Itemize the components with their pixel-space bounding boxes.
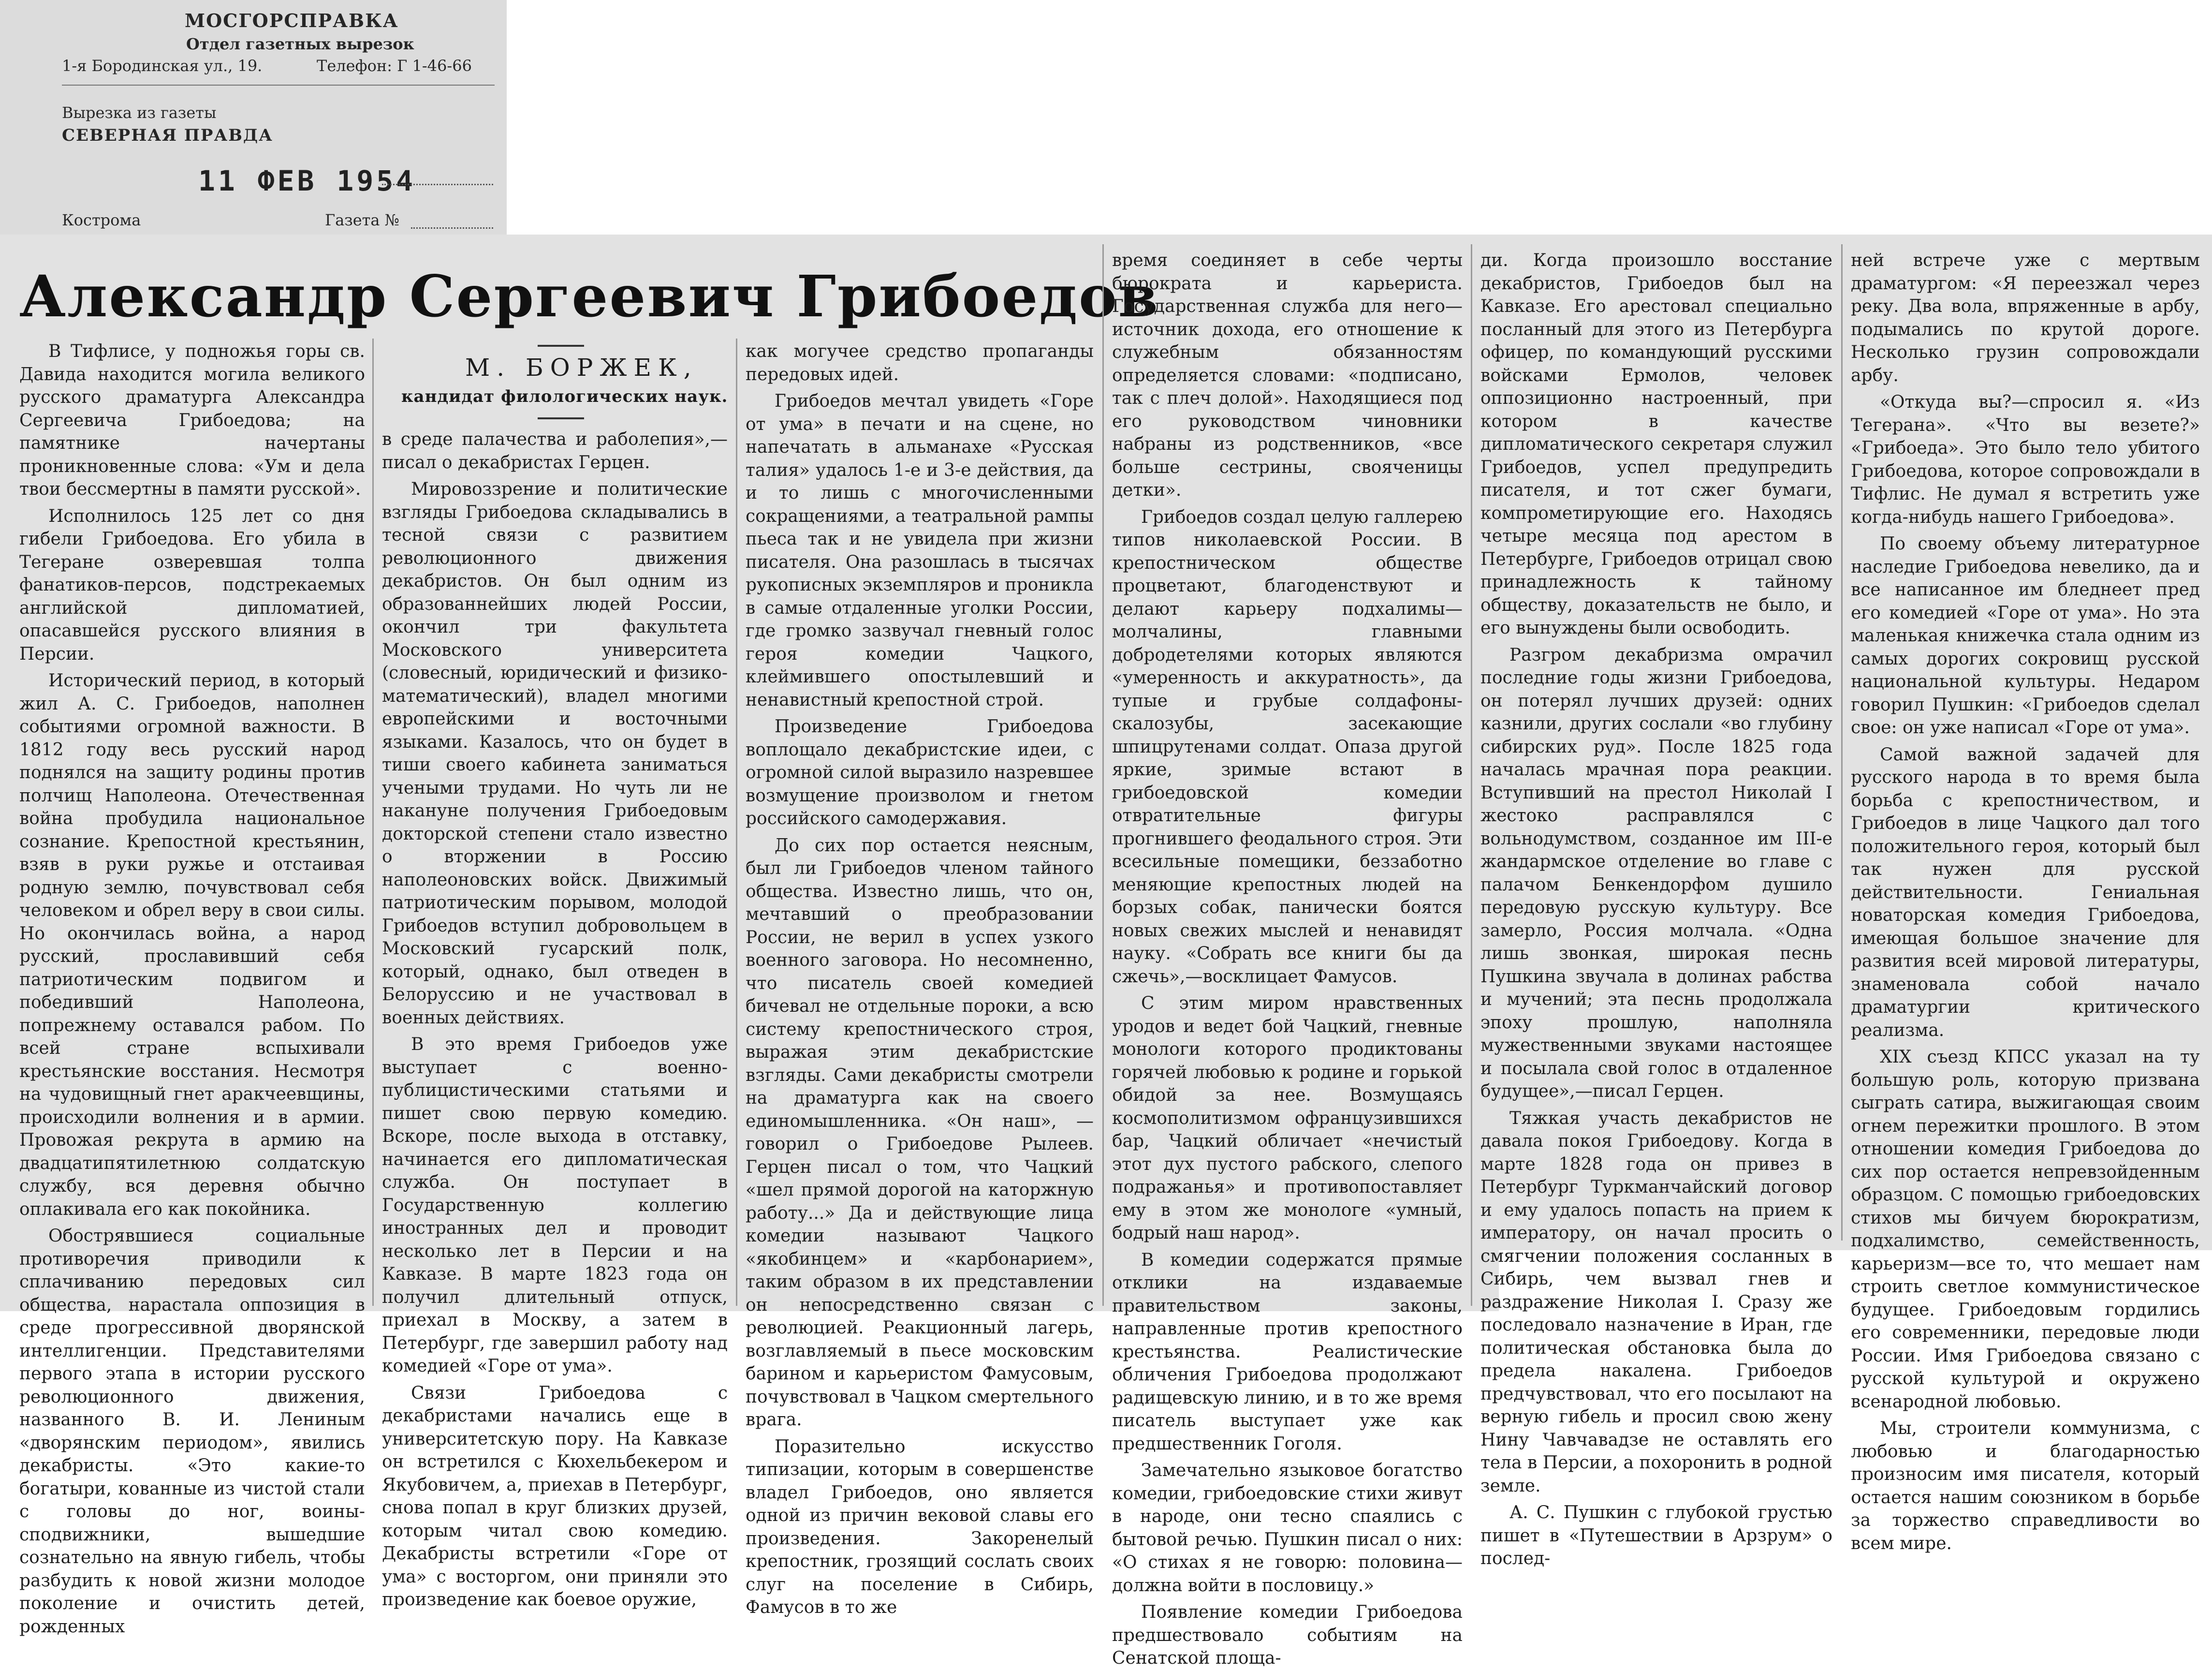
paragraph: В Тифлисе, у подножья горы св. Давида находится могила великого русского драматурга Александра Сергеевича Грибоедова; на памятнике начертаны проникновенные слова: «Ум и дела твои бессмертны в памяти русской». [19,341,365,499]
article-column-6 [1851,249,2200,1555]
agency-name: МОСГОРСПРАВКА [185,10,399,31]
clipping-bureau-slip [0,0,507,235]
author-degree: кандидат филологических наук. [401,387,728,406]
paragraph: Появление комедии Грибоедова предшествовало событиям на Сенатской площа- [1112,1602,1463,1668]
byline-rule-bottom [538,417,584,419]
column-divider [1102,244,1104,1306]
bureau-address: 1-я Бородинская ул., 19. [62,57,263,75]
article-headline: Александр Сергеевич Грибоедов [19,263,1159,330]
paragraph: ди. Когда произошло восстание декабристов, Грибоедов был на Кавказе. Его арестовал специально посланный для этого из Петербурга офицер, по командующий русскими войсками Ермолов, человек оппозиционно настроенный, при котором в качестве дипломатического секретаря служил Грибоедов, успел предупредить писателя, и тот сжег бумаги, компрометирующие его. Находясь четыре месяца под арестом в Петербурге, Грибоедов отрицал свою принадлежность к тайному обществу, доказательств не было, и его вынуждены были освободить. [1480,251,1832,638]
gazette-number-label: Газета № [325,211,399,229]
bureau-phone: Телефон: Г 1-46-66 [317,57,472,75]
paragraph: время соединяет в себе черты бюрократа и карьериста. Государственная служба для него—источник дохода, его отношение к служебным обязанностям определяется словами: «подписано, так с плеч долой». Находящиеся под его руководством чиновники набраны из родственников, «все больше сестрины, свояченицы детки». [1112,251,1463,500]
paragraph: До сих пор остается неясным, был ли Грибоедов членом тайного общества. Известно лишь, что он, мечтавший о преобразовании России, не верил в успех узкого военного заговора. Но несомненно, что писатель своей комедией бичевал не отдельные пороки, а всю систему крепостнического строя, выражая этим декабристские взгляды. Сами декабристы смотрели на драматурга как на своего единомышленника. «Он наш», — говорил о Грибоедове Рылеев. Герцен писал о том, что Чацкий «шел прямой дорогой на каторжную работу...» Да и действующие лица комедии называют Чацкого «якобинцем» и «карбонарием», таким образом в их представлении он непосредственно связан с революцией. Реакционный лагерь, возглавляемый в пьесе московским барином и карьеристом Фамусовым, почувствовал в Чацком смертельного врага. [746,835,1094,1430]
paragraph: С этим миром нравственных уродов и ведет бой Чацкий, гневные монологи которого продиктованы горячей любовью к родине и горькой обидой за нее. Возмущаясь космополитизмом офранцузившихся бар, Чацкий обличает «нечистый этот дух пустого рабского, слепого подражанья» и противопоставляет ему в этом же монологе «умный, бодрый наш народ». [1112,993,1463,1243]
city-label: Кострома [62,211,141,229]
paragraph: XIX съезд КПСС указал на ту большую роль, которую призвана сыграть сатира, выжигающая своим огнем пережитки прошлого. В этом отношении комедия Грибоедова до сих пор остается непревзойденным образцом. С помощью грибоедовских стихов мы бичуем бюрократизм, подхалимство, семейственность, карьеризм—все то, что мешает нам строить светлое коммунистическое будущее. Грибоедовым гордились его современники, передовые люди России. Имя Грибоедова связано с русской культурой и окружено всенародной любовью. [1851,1047,2200,1412]
column-divider [1471,244,1472,1306]
paragraph: Самой важной задачей для русского народа в то время была борьба с крепостничеством, и Грибоедов в лице Чацкого дал того положительного героя, который был так нужен для русской действительности. Гениальная новаторская комедия Грибоедова, имеющая большое значение для развития всей мировой литературы, знаменовала собой начало драматургии критического реализма. [1851,744,2200,1040]
paragraph: Поразительно искусство типизации, которым в совершенстве владел Грибоедов, оно является одной из причин вековой славы его произведения. Закоренелый крепостник, грозящий сослать своих слуг на поселение в Сибирь, Фамусов в то же [746,1436,1094,1617]
paragraph: Мировоззрение и политические взгляды Грибоедова складывались в тесной связи с развитием революционного движения декабристов. Он был одним из образованнейших людей России, окончил три факультета Московского университета (словесный, юридический и физико-математический), владел многими европейскими и восточными языками. Казалось, что он будет в тиши своего кабинета заниматься учеными трудами. Но чуть ли не накануне получения Грибоедовым докторской степени стало известно о вторжении в Россию наполеоновских войск. Движимый патриотическим порывом, молодой Грибоедов вступил добровольцем в Московский гусарский полк, который, однако, был отведен в Белоруссию и не участвовал в военных действиях. [382,479,728,1028]
paragraph: В это время Грибоедов уже выступает с военно-публицистическими статьями и пишет свою первую комедию. Вскоре, после выхода в отставку, начинается его дипломатическая служба. Он поступает в Государственную коллегию иностранных дел и проводит несколько лет в Персии и на Кавказе. В марте 1823 года он получил длительный отпуск, приехал в Москву, а затем в Петербург, где завершил работу над комедией «Горе от ума». [382,1035,728,1376]
department-name: Отдел газетных вырезок [186,35,414,53]
gazette-dotted-line [411,227,493,229]
byline-rule-top [538,345,584,347]
paragraph: Замечательно языковое богатство комедии, грибоедовские стихи живут в народе, они тесно спаялись с бытовой речью. Пушкин писал о них: «О стихах я не говорю: половина—должна войти в пословицу.» [1112,1461,1463,1596]
paragraph: Тяжкая участь декабристов не давала покоя Грибоедову. Когда в марте 1828 года он привез в Петербург Туркманчайский договор и ему удалось попасть на прием к императору, он начал просить о смягчении положения сосланных в Сибирь, чем вызвал гнев и раздражение Николая I. Сразу же последовало назначение в Иран, где политическая обстановка была до предела накалена. Грибоедов предчувствовал, что его посылают на верную гибель и просил свою жену Нину Чавчавадзе не оставлять его тела в Персии, а похоронить в родной земле. [1480,1108,1832,1496]
date-dotted-line [382,184,493,185]
article-author: М. БОРЖЕК, [465,354,698,382]
paragraph: Произведение Грибоедова воплощало декабристские идеи, с огромной силой выразило назревшее возмущение произволом и гнетом российского самодержавия. [746,717,1094,828]
paragraph: По своему объему литературное наследие Грибоедова невелико, да и все написанное им бледнеет пред его комедией «Горе от ума». Но эта маленькая книжечка стала одним из самых дорогих сокровищ русской национальной культуры. Недаром говорил Пушкин: «Грибоедов сделал свое: он уже написал «Горе от ума». [1851,534,2200,738]
paragraph: А. С. Пушкин с глубокой грустью пишет в «Путешествии в Арзрум» о послед- [1480,1503,1832,1568]
newspaper-clipping [0,235,2212,1668]
paragraph: Разгром декабризма омрачил последние годы жизни Грибоедова, он потерял лучших друзей: одних казнили, других сослали «во глубину сибирских руд». После 1825 года началась мрачная пора реакции. Вступивший на престол Николай I жестоко расправлялся с вольнодумством, созданное им III-е жандармское отделение во главе с палачом Бенкендорфом душило передовую русскую культуру. Все замерло, Россия молчала. «Одна лишь звонкая, широкая песнь Пушкина звучала в долинах рабства и мучений; эта песнь продолжала эпоху прошлую, наполняла мужественными звуками настоящее и посылала свой голос в отдаленное будущее»,—писал Герцен. [1480,645,1832,1101]
column-divider [736,339,737,1306]
clipping-from-label: Вырезка из газеты [62,103,217,122]
paragraph: Исторический период, в который жил А. С. Грибоедов, наполнен событиями огромной важности. В 1812 году весь русский народ поднялся на защиту родины против полчищ Наполеона. Отечественная война пробудила национальное сознание. Крепостной крестьянин, взяв в руки ружье и отстаивая родную землю, почувствовал себя человеком и обрел веру в свои силы. Но окончилась война, а народ русский, прославивший себя патриотическим подвигом и победивший Наполеона, попрежнему оставался рабом. По всей стране вспыхивали крестьянские восстания. Несмотря на чудовищный гнет аракчеевщины, происходили волнения и в армии. Провожая рекрута в армию на двадцатипятилетнюю солдатскую службу, вся деревня обычно оплакивала его как покойника. [19,671,365,1219]
article-column-3 [746,340,1094,1619]
article-column-1 [19,340,365,1638]
slip-divider [62,85,495,86]
paragraph: В комедии содержатся прямые отклики на издаваемые правительством законы, направленные против крепостного крестьянства. Реалистические обличения Грибоедова продолжают радищевскую линию, и в то же время писатель выступает уже как предшественник Гоголя. [1112,1250,1463,1454]
article-column-4 [1112,249,1463,1670]
paragraph: ней встрече уже с мертвым драматургом: «Я переезжал через реку. Два вола, впряженные в арбу, подымались по крутой дороге. Несколько грузин сопровождали арбу. [1851,251,2200,385]
column-divider [1841,244,1843,1241]
article-column-5 [1480,249,1832,1570]
paragraph: Грибоедов создал целую галлерею типов николаевской России. В крепостническом обществе процветают, благоденствуют и делают карьеру подхалимы—молчалины, главными добродетелями которых являются «умеренность и аккуратность», да тупые и грубые солдафоны-скалозубы, засекающие шпицрутенами солдат. Опаза другой яркие, зримые встают в грибоедовской комедии отвратительные фигуры прогнившего феодального строя. Эти всесильные помещики, беззаботно меняющие крепостных людей на борзых собак, панически боятся новых свежих мыслей и ненавидят науку. «Собрать все книги бы да сжечь»,—восклицает Фамусов. [1112,507,1463,987]
paragraph: Обострявшиеся социальные противоречия приводили к сплачиванию передовых сил общества, нарастала оппозиция в среде прогрессивной дворянской интеллигенции. Представителями первого этапа в истории русского революционного движения, названного В. И. Лениным «дворянским периодом», явились декабристы. «Это какие-то богатыри, кованные из чистой стали с головы до ног, воины-сподвижники, вышедшие сознательно на явную гибель, чтобы разбудить к новой жизни молодое поколение и очистить детей, рожденных [19,1226,365,1637]
paragraph: Исполнилось 125 лет со дня гибели Грибоедова. Его убила в Тегеране озверевшая толпа фанатиков-персов, подстрекаемых английской дипломатией, опасавшейся русского влияния в Персии. [19,506,365,664]
newspaper-name: СЕВЕРНАЯ ПРАВДА [62,126,273,145]
column-divider [372,339,374,1306]
date-stamp: 11 ФЕВ 1954 [198,164,416,197]
paragraph: как могучее средство пропаганды передовых идей. [746,341,1094,384]
paragraph: в среде палачества и раболепия»,—писал о декабристах Герцен. [382,429,728,473]
paragraph: Связи Грибоедова с декабристами начались еще в университетскую пору. На Кавказе он встретился с Кюхельбекером и Якубовичем, а, приехав в Петербург, снова попал в круг близких друзей, которым читал свою комедию. Декабристы встретили «Горе от ума» с восторгом, они приняли это произведение как боевое оружие, [382,1383,728,1610]
article-column-2 [382,428,728,1611]
paragraph: «Откуда вы?—спросил я. «Из Тегерана». «Что вы везете?» «Грибоеда». Это было тело убитого Грибоедова, которое сопровождали в Тифлис. Не думал я встретить уже когда-нибудь нашего Грибоедова». [1851,392,2200,527]
paragraph: Мы, строители коммунизма, с любовью и благодарностью произносим имя писателя, который остается нашим союзником в борьбе за торжество справедливости во всем мире. [1851,1419,2200,1553]
paragraph: Грибоедов мечтал увидеть «Горе от ума» в печати и на сцене, но напечатать в альманахе «Русская талия» удалось 1-е и 3-е действия, да и то лишь с многочисленными сокращениями, а театральной рампы пьеса так и не увидела при жизни писателя. Она разошлась в тысячах рукописных экземпляров и проникла в самые отдаленные уголки России, где громко зазвучал гневный голос героя комедии Чацкого, клеймившего опостылевший и ненавистный крепостной строй. [746,391,1094,710]
